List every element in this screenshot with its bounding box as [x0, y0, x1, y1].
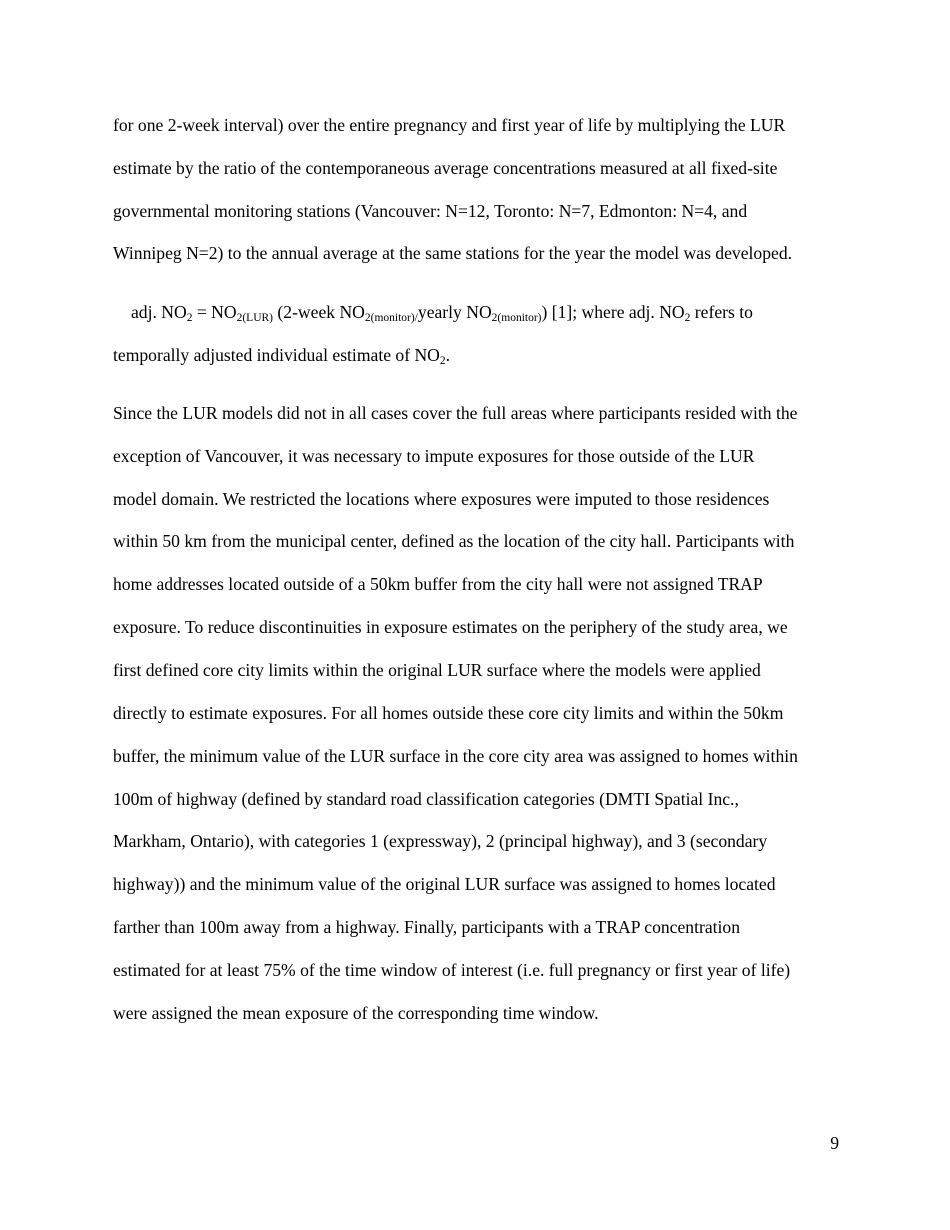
paragraph-1-line: for one 2-week interval) over the entire pregnancy and first year of life by multiplying the LUR [113, 115, 786, 135]
paragraph-1-line: estimate by the ratio of the contemporaneous average concentrations measured at all fixed-site [113, 158, 778, 178]
paragraph-2-line: exposure. To reduce discontinuities in exposure estimates on the periphery of the study area, we [113, 617, 788, 637]
page-number: 9 [830, 1133, 839, 1153]
paragraph-2-line: within 50 km from the municipal center, defined as the location of the city hall. Participants with [113, 531, 795, 551]
equation-line: adj. $NO_2 = NO_{2(LUR)}$ (2-week $NO_{2(monitor)/}yearly$ $NO_{2(monitor)}$) [1]; where adj. $NO_2$ refers to [131, 302, 753, 324]
paragraph-2-line: estimated for at least 75% of the time window of interest (i.e. full pregnancy or first year of life) [113, 960, 791, 980]
equation-explanation: temporally adjusted individual estimate of $NO_2$. [113, 345, 451, 367]
paragraph-1-line: Winnipeg N=2) to the annual average at the same stations for the year the model was developed. [113, 243, 793, 263]
paragraph-2-line: highway)) and the minimum value of the original LUR surface was assigned to homes located [113, 874, 776, 894]
paragraph-2-line: Markham, Ontario), with categories 1 (expressway), 2 (principal highway), and 3 (secondary [113, 831, 768, 851]
paragraph-2-line: Since the LUR models did not in all cases cover the full areas where participants resided with the [113, 403, 798, 423]
paragraph-2-line: farther than 100m away from a highway. Finally, participants with a TRAP concentration [113, 917, 741, 937]
paragraph-2-line: exception of Vancouver, it was necessary to impute exposures for those outside of the LUR [113, 446, 755, 466]
paragraph-1-line: governmental monitoring stations (Vancouver: N=12, Toronto: N=7, Edmonton: N=4, and [113, 201, 748, 221]
paragraph-2-line: directly to estimate exposures. For all homes outside these core city limits and within the 50km [113, 703, 784, 723]
paragraph-2-line: model domain. We restricted the locations where exposures were imputed to those residences [113, 489, 770, 509]
paragraph-2-line: were assigned the mean exposure of the corresponding time window. [113, 1003, 599, 1023]
paragraph-2-line: 100m of highway (defined by standard road classification categories (DMTI Spatial Inc., [113, 789, 739, 809]
paragraph-2-line: home addresses located outside of a 50km buffer from the city hall were not assigned TRAP [113, 574, 763, 594]
paragraph-2-line: buffer, the minimum value of the LUR surface in the core city area was assigned to homes within [113, 746, 798, 766]
paragraph-2-line: first defined core city limits within the original LUR surface where the models were applied [113, 660, 761, 680]
